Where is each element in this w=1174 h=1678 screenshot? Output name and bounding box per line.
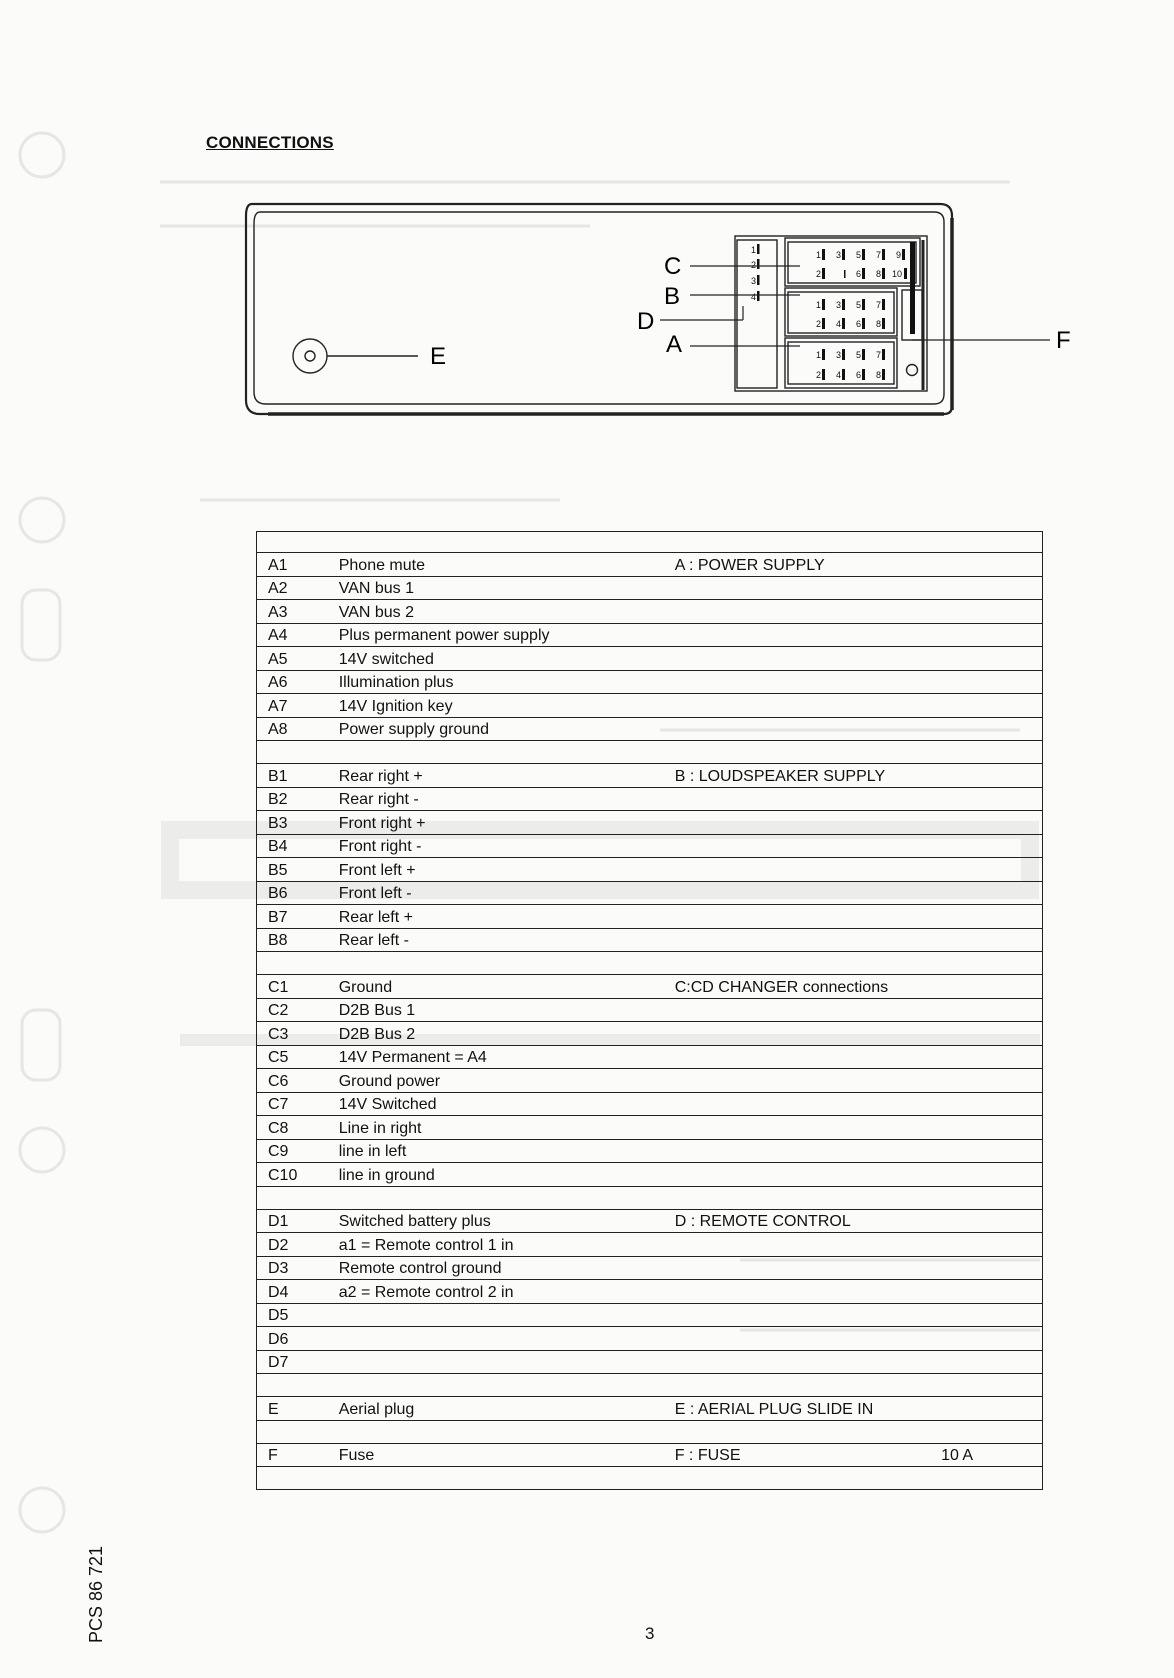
pin-description-cell: a2 = Remote control 2 in: [339, 1280, 675, 1304]
table-row: [257, 1397, 1043, 1421]
group-label-cell: [675, 1139, 941, 1163]
page-number: 3: [645, 1624, 655, 1643]
rating-cell: [941, 1467, 1042, 1490]
svg-text:1: 1: [816, 350, 822, 360]
table-row: [257, 1256, 1043, 1280]
table-row: [257, 1280, 1043, 1304]
rating-cell: [941, 787, 1042, 811]
group-label-cell: [675, 741, 941, 764]
pin-code-cell: [257, 1186, 339, 1209]
group-label-cell: [675, 600, 941, 624]
rating-cell: [941, 858, 1042, 882]
rating-cell: [941, 1092, 1042, 1116]
group-label-cell: [675, 952, 941, 975]
pin-code-cell: B1: [257, 764, 339, 788]
group-label-cell: [675, 1116, 941, 1140]
pin-code-cell: A5: [257, 647, 339, 671]
group-label-cell: [675, 623, 941, 647]
svg-text:2: 2: [816, 370, 822, 380]
group-label-cell: [675, 1069, 941, 1093]
svg-text:3: 3: [751, 276, 757, 286]
pin-description-cell: 14V Switched: [339, 1092, 675, 1116]
rating-cell: [941, 1350, 1042, 1374]
group-label-cell: F : FUSE: [675, 1443, 941, 1467]
pin-description-cell: Plus permanent power supply: [339, 623, 675, 647]
connector-c-pins: [816, 250, 902, 279]
group-label-cell: [675, 717, 941, 741]
rating-cell: 10 A: [941, 1443, 1042, 1467]
rating-cell: [941, 1186, 1042, 1209]
table-row: [257, 1467, 1043, 1490]
connector-d-pins: [751, 245, 756, 302]
label-b: B: [664, 283, 681, 310]
rating-cell: [941, 764, 1042, 788]
group-label-cell: [675, 1350, 941, 1374]
table-row: [257, 717, 1043, 741]
table-row: [257, 670, 1043, 694]
rating-cell: [941, 834, 1042, 858]
svg-text:1: 1: [751, 245, 757, 255]
table-row: [257, 1233, 1043, 1257]
group-label-cell: [675, 1327, 941, 1351]
pin-description-cell: Illumination plus: [339, 670, 675, 694]
table-row: [257, 1374, 1043, 1397]
group-label-cell: A : POWER SUPPLY: [675, 553, 941, 577]
group-label-cell: [675, 576, 941, 600]
svg-text:5: 5: [856, 350, 862, 360]
table-row: [257, 1420, 1043, 1443]
pin-code-cell: D5: [257, 1303, 339, 1327]
pin-code-cell: D6: [257, 1327, 339, 1351]
table-row: [257, 1092, 1043, 1116]
rating-cell: [941, 717, 1042, 741]
table-row: [257, 1186, 1043, 1209]
svg-text:3: 3: [836, 250, 842, 260]
rating-cell: [941, 553, 1042, 577]
table-row: [257, 1022, 1043, 1046]
pin-code-cell: A3: [257, 600, 339, 624]
pin-code-cell: D7: [257, 1350, 339, 1374]
pin-code-cell: A2: [257, 576, 339, 600]
rating-cell: [941, 1163, 1042, 1187]
rating-cell: [941, 600, 1042, 624]
group-label-cell: [675, 858, 941, 882]
rating-cell: [941, 1209, 1042, 1233]
svg-text:5: 5: [856, 250, 862, 260]
group-label-cell: [675, 1186, 941, 1209]
table-row: [257, 975, 1043, 999]
group-label-cell: [675, 787, 941, 811]
pin-code-cell: A4: [257, 623, 339, 647]
rating-cell: [941, 623, 1042, 647]
connector-diagram: [240, 198, 1100, 428]
rating-cell: [941, 1420, 1042, 1443]
svg-text:10: 10: [892, 269, 903, 279]
pin-code-cell: D4: [257, 1280, 339, 1304]
group-label-cell: [675, 881, 941, 905]
group-label-cell: [675, 1045, 941, 1069]
table-row: [257, 1209, 1043, 1233]
svg-text:7: 7: [876, 350, 882, 360]
pin-code-cell: C9: [257, 1139, 339, 1163]
group-label-cell: [675, 647, 941, 671]
connector-b-pins: [816, 300, 881, 329]
rating-cell: [941, 975, 1042, 999]
pin-code-cell: C3: [257, 1022, 339, 1046]
svg-text:2: 2: [816, 319, 822, 329]
pin-code-cell: D1: [257, 1209, 339, 1233]
pin-description-cell: [339, 1303, 675, 1327]
pin-description-cell: a1 = Remote control 1 in: [339, 1233, 675, 1257]
table-row: [257, 1327, 1043, 1351]
leader-lines: [660, 266, 1050, 346]
label-c: C: [664, 253, 682, 280]
pin-description-cell: D2B Bus 1: [339, 998, 675, 1022]
pin-description-cell: [339, 1327, 675, 1351]
group-label-cell: [675, 1256, 941, 1280]
pin-description-cell: Front left +: [339, 858, 675, 882]
group-label-cell: [675, 811, 941, 835]
pin-code-cell: C5: [257, 1045, 339, 1069]
pin-code-cell: [257, 741, 339, 764]
pin-description-cell: [339, 1467, 675, 1490]
label-d: D: [637, 308, 655, 335]
group-label-cell: [675, 1163, 941, 1187]
label-e: E: [430, 343, 447, 370]
rating-cell: [941, 741, 1042, 764]
table-row: [257, 741, 1043, 764]
pin-description-cell: [339, 1420, 675, 1443]
table-row: [257, 694, 1043, 718]
table-row: [257, 858, 1043, 882]
pin-code-cell: [257, 1420, 339, 1443]
pin-description-cell: [339, 1186, 675, 1209]
pin-code-cell: B3: [257, 811, 339, 835]
pin-description-cell: Power supply ground: [339, 717, 675, 741]
group-label-cell: [675, 694, 941, 718]
pin-description-cell: Line in right: [339, 1116, 675, 1140]
pin-description-cell: Front right +: [339, 811, 675, 835]
svg-text:6: 6: [856, 319, 862, 329]
rating-cell: [941, 1116, 1042, 1140]
pin-code-cell: E: [257, 1397, 339, 1421]
pin-description-cell: Front right -: [339, 834, 675, 858]
pin-description-cell: Ground: [339, 975, 675, 999]
svg-text:2: 2: [751, 260, 757, 270]
rating-cell: [941, 1045, 1042, 1069]
pin-code-cell: F: [257, 1443, 339, 1467]
pin-description-cell: 14V Permanent = A4: [339, 1045, 675, 1069]
svg-text:4: 4: [751, 292, 757, 302]
svg-text:7: 7: [876, 250, 882, 260]
pin-code-cell: C1: [257, 975, 339, 999]
pin-description-cell: Phone mute: [339, 553, 675, 577]
svg-text:6: 6: [856, 370, 862, 380]
group-label-cell: E : AERIAL PLUG SLIDE IN: [675, 1397, 941, 1421]
group-label-cell: [675, 1092, 941, 1116]
group-label-cell: D : REMOTE CONTROL: [675, 1209, 941, 1233]
rating-cell: [941, 1327, 1042, 1351]
pin-numbers: [751, 245, 902, 380]
pin-description-cell: Rear right +: [339, 764, 675, 788]
rating-cell: [941, 694, 1042, 718]
pin-description-cell: Remote control ground: [339, 1256, 675, 1280]
table-row: [257, 905, 1043, 929]
table-row: [257, 623, 1043, 647]
pin-code-cell: B8: [257, 928, 339, 952]
pin-code-cell: [257, 952, 339, 975]
pin-code-cell: D3: [257, 1256, 339, 1280]
svg-text:2: 2: [816, 269, 822, 279]
table-row: [257, 1139, 1043, 1163]
pin-description-cell: Rear left -: [339, 928, 675, 952]
pin-description-cell: 14V switched: [339, 647, 675, 671]
pin-description-cell: Rear left +: [339, 905, 675, 929]
rating-cell: [941, 1397, 1042, 1421]
group-label-cell: B : LOUDSPEAKER SUPPLY: [675, 764, 941, 788]
svg-text:6: 6: [856, 269, 862, 279]
pin-code-cell: C2: [257, 998, 339, 1022]
table-row: [257, 881, 1043, 905]
pin-code-cell: A6: [257, 670, 339, 694]
group-label-cell: [675, 1303, 941, 1327]
rating-cell: [941, 1280, 1042, 1304]
svg-text:8: 8: [876, 370, 882, 380]
svg-text:3: 3: [836, 350, 842, 360]
svg-text:8: 8: [876, 269, 882, 279]
rating-cell: [941, 1069, 1042, 1093]
group-label-cell: [675, 1420, 941, 1443]
pin-code-cell: A7: [257, 694, 339, 718]
pin-code-cell: B4: [257, 834, 339, 858]
pin-description-cell: line in ground: [339, 1163, 675, 1187]
label-f: F: [1056, 327, 1071, 354]
pin-description-cell: VAN bus 2: [339, 600, 675, 624]
group-label-cell: [675, 670, 941, 694]
group-label-cell: [675, 1233, 941, 1257]
group-label-cell: C:CD CHANGER connections: [675, 975, 941, 999]
rating-cell: [941, 670, 1042, 694]
rating-cell: [941, 1139, 1042, 1163]
pin-description-cell: [339, 1374, 675, 1397]
group-label-cell: [675, 998, 941, 1022]
pin-description-cell: [339, 1350, 675, 1374]
pin-code-cell: C6: [257, 1069, 339, 1093]
aerial-socket-e: [293, 339, 418, 373]
rating-cell: [941, 576, 1042, 600]
pin-description-cell: 14V Ignition key: [339, 694, 675, 718]
pin-description-cell: VAN bus 1: [339, 576, 675, 600]
pin-description-cell: Rear right -: [339, 787, 675, 811]
group-label-cell: [675, 1280, 941, 1304]
svg-text:7: 7: [876, 300, 882, 310]
rating-cell: [941, 1256, 1042, 1280]
rating-cell: [941, 881, 1042, 905]
pin-code-cell: C7: [257, 1092, 339, 1116]
pin-code-cell: C10: [257, 1163, 339, 1187]
group-label-cell: [675, 928, 941, 952]
rating-cell: [941, 905, 1042, 929]
group-label-cell: [675, 1467, 941, 1490]
table-row: [257, 600, 1043, 624]
document-code: PCS 86 721: [86, 1545, 106, 1643]
svg-text:3: 3: [836, 300, 842, 310]
table-row: [257, 1045, 1043, 1069]
table-row: [257, 647, 1043, 671]
svg-text:5: 5: [856, 300, 862, 310]
table-row: [257, 928, 1043, 952]
svg-text:4: 4: [836, 319, 842, 329]
pin-code-cell: D2: [257, 1233, 339, 1257]
pin-description-cell: line in left: [339, 1139, 675, 1163]
svg-text:8: 8: [876, 319, 882, 329]
pin-code-cell: B6: [257, 881, 339, 905]
pin-code-cell: [257, 1374, 339, 1397]
pin-description-cell: Fuse: [339, 1443, 675, 1467]
group-label-cell: [675, 834, 941, 858]
table-row: [257, 764, 1043, 788]
pin-description-cell: [339, 741, 675, 764]
table-row: [257, 1443, 1043, 1467]
rating-cell: [941, 1233, 1042, 1257]
table-row: [257, 952, 1043, 975]
rating-cell: [941, 1374, 1042, 1397]
table-row: [257, 787, 1043, 811]
page-title: CONNECTIONS: [206, 133, 334, 152]
connections-table: [256, 531, 1043, 1490]
svg-text:9: 9: [896, 250, 902, 260]
table-row: [257, 1069, 1043, 1093]
rating-cell: [941, 998, 1042, 1022]
table-row: [257, 998, 1043, 1022]
table-row: [257, 1303, 1043, 1327]
pin-code-cell: B7: [257, 905, 339, 929]
svg-text:4: 4: [836, 370, 842, 380]
pin-description-cell: Switched battery plus: [339, 1209, 675, 1233]
pin-description-cell: [339, 952, 675, 975]
pin-description-cell: Ground power: [339, 1069, 675, 1093]
table-row: [257, 834, 1043, 858]
svg-text:1: 1: [816, 250, 822, 260]
table-header-spacer: [257, 532, 1043, 553]
rating-cell: [941, 1022, 1042, 1046]
pin-code-cell: [257, 1467, 339, 1490]
group-label-cell: [675, 905, 941, 929]
rating-cell: [941, 1303, 1042, 1327]
pin-code-cell: B2: [257, 787, 339, 811]
pin-code-cell: B5: [257, 858, 339, 882]
table-row: [257, 553, 1043, 577]
pin-description-cell: D2B Bus 2: [339, 1022, 675, 1046]
pin-code-cell: A1: [257, 553, 339, 577]
pin-code-cell: A8: [257, 717, 339, 741]
group-label-cell: [675, 1022, 941, 1046]
pin-description-cell: Aerial plug: [339, 1397, 675, 1421]
svg-text:1: 1: [816, 300, 822, 310]
rating-cell: [941, 928, 1042, 952]
rating-cell: [941, 811, 1042, 835]
table-row: [257, 1163, 1043, 1187]
pin-code-cell: C8: [257, 1116, 339, 1140]
group-label-cell: [675, 1374, 941, 1397]
table-row: [257, 811, 1043, 835]
rating-cell: [941, 647, 1042, 671]
table-row: [257, 1116, 1043, 1140]
table-row: [257, 1350, 1043, 1374]
label-a: A: [666, 331, 683, 358]
table-row: [257, 576, 1043, 600]
connector-a-pins: [816, 350, 881, 380]
pin-description-cell: Front left -: [339, 881, 675, 905]
rating-cell: [941, 952, 1042, 975]
